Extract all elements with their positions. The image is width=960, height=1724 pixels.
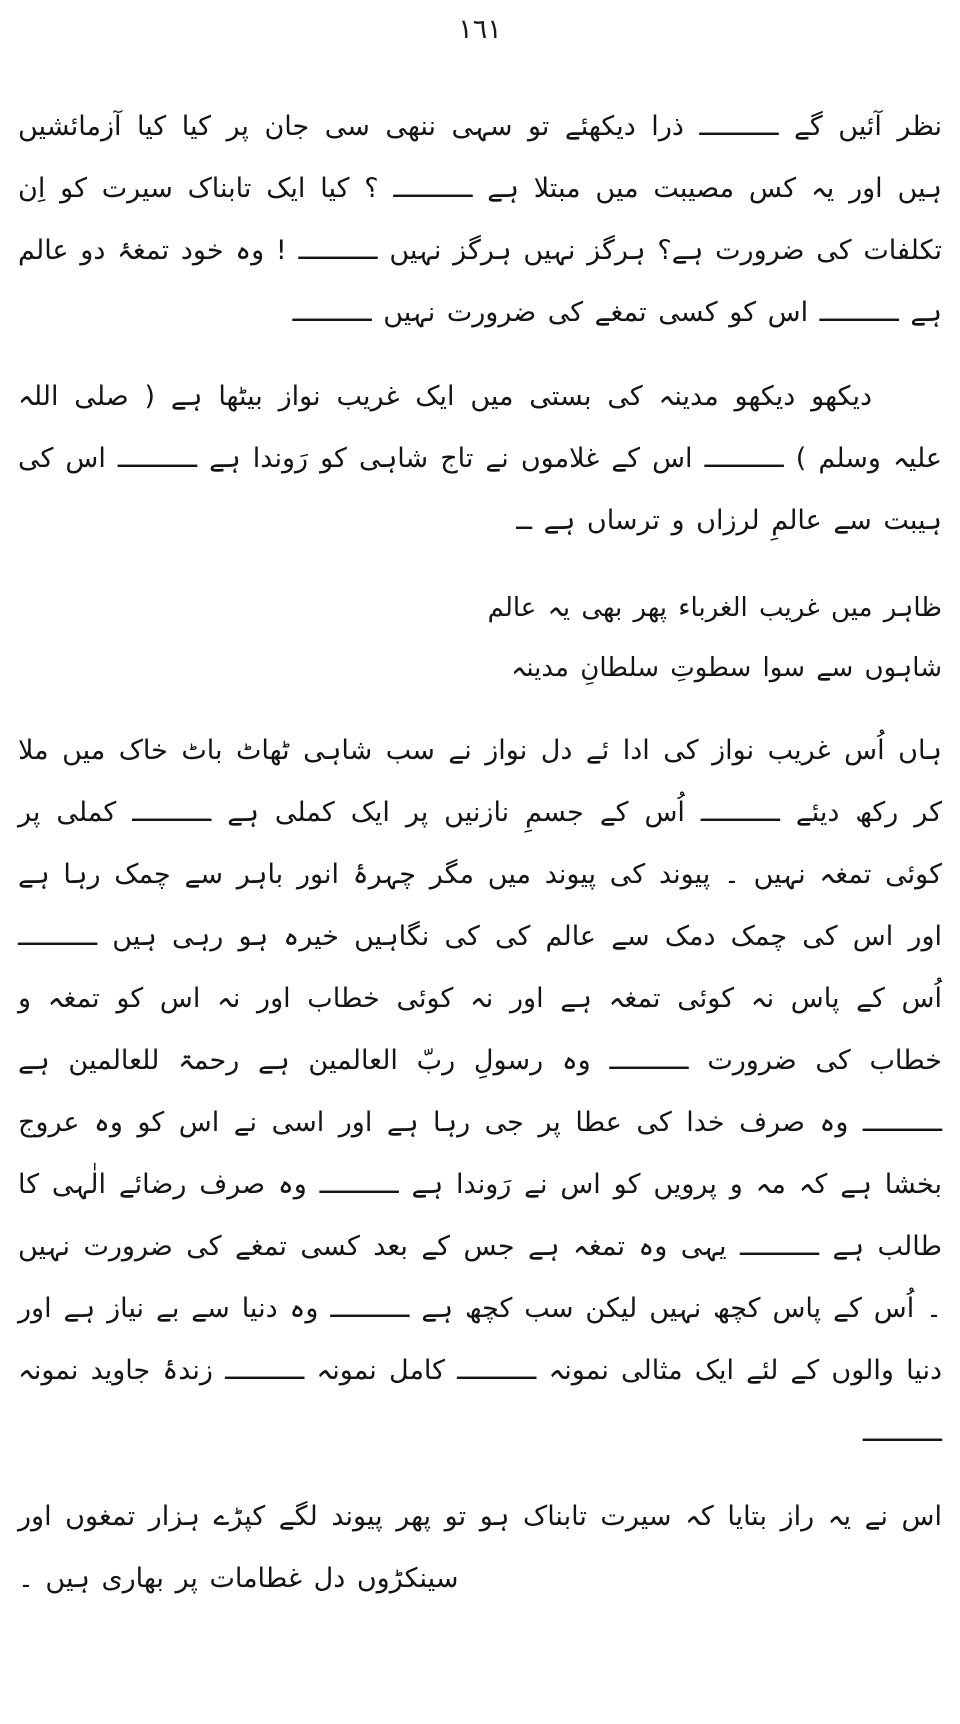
paragraph: اس نے یہ راز بتایا کہ سیرت تابناک ہو تو پھر پیوند لگے کپڑے ہزار تمغوں اور سینکڑوں دل غطامات پر بھاری ہیں ۔: [18, 1501, 942, 1594]
verse-line: ظاہر میں غریب الغرباء پھر بھی یہ عالم: [487, 593, 942, 623]
paragraph: نظر آئیں گے ــــــــــ ذرا دیکھئے تو سہی ننھی سی جان پر کیا کیا آزمائشیں ہیں اور یہ کس مصیبت میں مبتلا ہے ــــــــــ ؟ کیا ایک تابناک سیرت کو اِن تکلفات کی ضرورت ہے؟ ہرگز نہیں ہرگز نہیں ــــــــــ ! وہ خود تمغۂ دو عالم ہے ــــــــــ اس کو کسی تمغے کی ضرورت نہیں ــــــــــ: [18, 111, 942, 328]
paragraph-spacer: [18, 348, 942, 366]
page-body: [18, 96, 942, 1614]
verse-line: شاہوں سے سوا سطوتِ سلطانِ مدینہ: [511, 653, 942, 683]
paragraph-spacer: [18, 1468, 942, 1486]
paragraph: دیکھو دیکھو مدینہ کی بستی میں ایک غریب نواز بیٹھا ہے ( صلی اللہ علیہ وسلم ) ــــــــــ اس کے غلاموں نے تاج شاہی کو رَوندا ہے ــــــــــ اس کی ہیبت سے عالمِ لرزاں و ترساں ہے ــ: [18, 381, 942, 536]
paragraph: ہاں اُس غریب نواز کی ادا ئے دل نواز نے سب شاہی ٹھاٹ باٹ خاک میں ملا کر رکھ دیئے ــــــــــ اُس کے جسمِ نازنیں پر ایک کملی ہے ــــــــــ کملی پر کوئی تمغہ نہیں ۔ پیوند کی پیوند میں مگر چہرۂ انور باہر سے چمک رہا ہے اور اس کی چمک دمک سے عالم کی کی نگاہیں خیرہ ہو رہی ہیں ــــــــــ اُس کے پاس نہ کوئی تمغہ ہے اور نہ کوئی خطاب اور نہ اس کو تمغہ و خطاب کی ضرورت ــــــــــ وہ رسولِ ربّ العالمین ہے رحمۃ للعالمین ہے ــــــــــ وہ صرف خدا کی عطا پر جی رہا ہے اور اسی نے اس کو وہ عروج بخشا ہے کہ مہ و پرویں کو اس نے رَوندا ہے ــــــــــ وہ صرف رضائے الٰہی کا طالب ہے ــــــــــ یہی وہ تمغہ ہے جس کے بعد کسی تمغے کی ضرورت نہیں ۔ اُس کے پاس کچھ نہیں لیکن سب کچھ ہے ــــــــــ وہ دنیا سے بے نیاز ہے اور دنیا والوں کے لئے ایک مثالی نمونہ ــــــــــ کامل نمونہ ــــــــــ زندۂ جاوید نمونہ ــــــــــ: [18, 735, 942, 1448]
page-number: ١٦١: [458, 14, 502, 45]
verse-couplet: [18, 578, 942, 698]
